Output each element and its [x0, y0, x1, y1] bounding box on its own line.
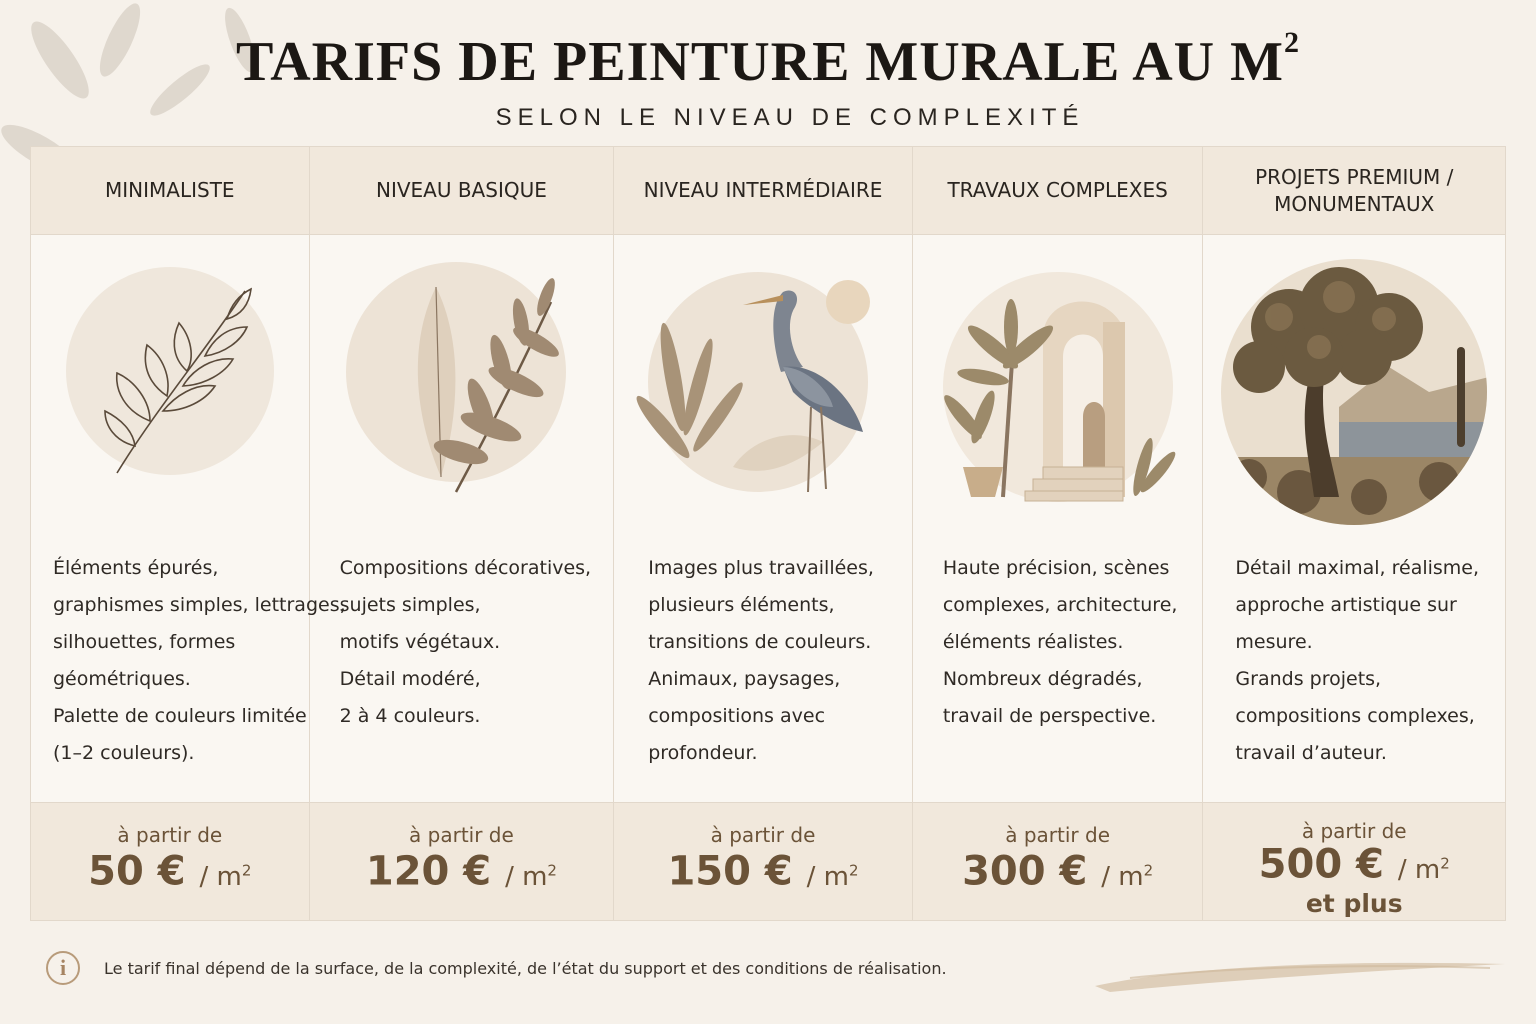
- price-block: [614, 802, 912, 920]
- price-block: [913, 802, 1203, 920]
- pricing-column-minimaliste: [31, 147, 346, 920]
- architecture-arch-icon: [913, 247, 1203, 527]
- price-from-label: à partir de: [710, 823, 816, 847]
- price-extra-label: et plus: [1305, 888, 1403, 918]
- footer-note: [46, 951, 947, 985]
- price-from-label: à partir de: [1301, 819, 1407, 843]
- price-value: 50 € / $m^2$: [88, 848, 252, 895]
- pricing-column-complexes: [913, 147, 1204, 920]
- pricing-column-intermediaire: [614, 147, 913, 920]
- price-value: 500 € / $m^2$: [1258, 841, 1450, 888]
- price-from-label: à partir de: [1005, 823, 1110, 847]
- column-description: Éléments épurés, graphismes simples, lettrages, silhouettes, formes géométriques. Palette de couleurs limitée (1–2 couleurs).: [53, 557, 346, 764]
- column-heading: TRAVAUX COMPLEXES: [913, 147, 1203, 235]
- column-heading: NIVEAU BASIQUE: [310, 147, 614, 235]
- column-heading: MINIMALISTE: [31, 147, 309, 235]
- leaf-line-icon: [31, 247, 309, 527]
- price-from-label: à partir de: [409, 823, 514, 847]
- column-heading: NIVEAU INTERMÉDIAIRE: [614, 147, 912, 235]
- botanical-leaves-icon: [310, 247, 614, 527]
- olive-tree-landscape-icon: [1203, 247, 1505, 527]
- heron-icon: [614, 247, 912, 527]
- price-from-label: à partir de: [117, 823, 223, 847]
- column-description: Détail maximal, réalisme, approche artistique sur mesure. Grands projets, compositions complexes, travail d’auteur.: [1235, 557, 1480, 764]
- pricing-table: [30, 146, 1506, 921]
- column-description: Images plus travaillées, plusieurs éléments, transitions de couleurs. Animaux, paysages, compositions avec profondeur.: [648, 557, 874, 764]
- price-value: 300 € / $m^2$: [962, 848, 1154, 895]
- price-value: 150 € / $m^2$: [667, 848, 859, 895]
- info-icon: i: [46, 951, 80, 985]
- column-description: Haute précision, scènes complexes, architecture, éléments réalistes. Nombreux dégradés, travail de perspective.: [942, 557, 1178, 727]
- page-title: TARIFS DE PEINTURE MURALE AU $M^2$: [236, 26, 1300, 93]
- price-block: [310, 802, 614, 920]
- price-value: 120 € / $m^2$: [365, 848, 557, 895]
- column-heading: PROJETS PREMIUM / MONUMENTAUX: [1203, 147, 1505, 235]
- footer-note-text: Le tarif final dépend de la surface, de la complexité, de l’état du support et des conditions de réalisation.: [104, 958, 947, 978]
- price-block: [1203, 802, 1505, 920]
- pricing-column-premium: [1203, 147, 1505, 920]
- pricing-column-basique: [310, 147, 615, 920]
- decorative-brush-stroke: [1090, 956, 1510, 996]
- column-description: Compositions décoratives, sujets simples, motifs végétaux. Détail modéré, 2 à 4 couleurs.: [339, 557, 592, 727]
- page-subtitle: SELON LE NIVEAU DE COMPLEXITÉ: [495, 104, 1085, 131]
- price-block: [31, 802, 309, 920]
